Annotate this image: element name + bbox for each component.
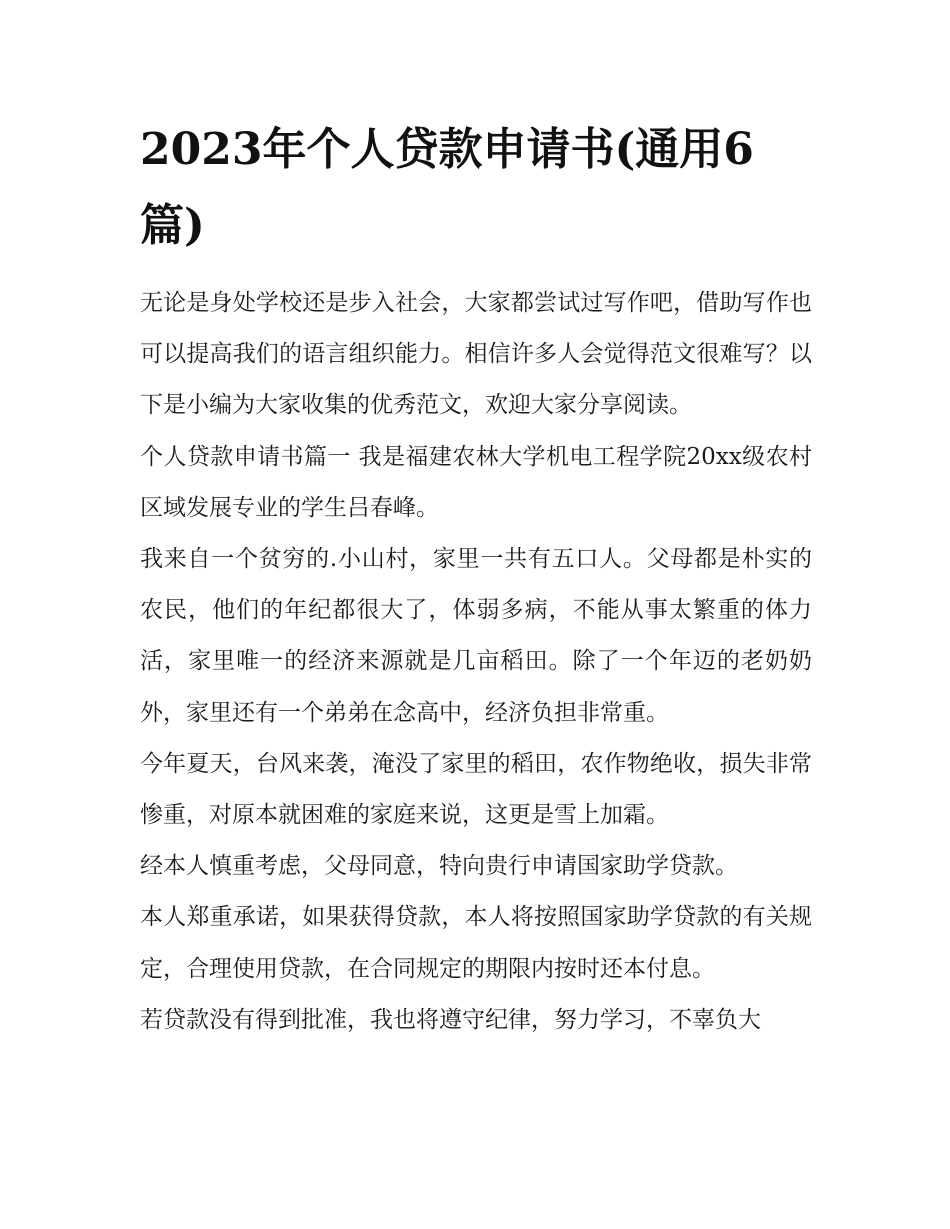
paragraph-family: 我来自一个贫穷的.小山村，家里一共有五口人。父母都是朴实的农民，他们的年纪都很大了，体弱多病，不能从事太繁重的体力活，家里唯一的经济来源就是几亩稻田。除了一个年迈的老奶奶外，家里还有一个弟弟在念高中，经济负担非常重。 [140,546,812,726]
paragraph-typhoon: 今年夏天，台风来袭，淹没了家里的稻田，农作物绝收，损失非常惨重，对原本就困难的家庭来说，这更是雪上加霜。 [140,750,812,829]
paragraph-if-rejected: 若贷款没有得到批准，我也将遵守纪律，努力学习，不辜负大 [140,1006,761,1033]
document-body [140,112,812,1046]
document-title: 2023年个人贷款申请书(通用6篇) [140,124,754,251]
paragraph-promise: 本人郑重承诺，如果获得贷款，本人将按照国家助学贷款的有关规定，合理使用贷款，在合同规定的期限内按时还本付息。 [140,904,812,982]
paragraph-intro: 无论是身处学校还是步入社会，大家都尝试过写作吧，借助写作也可以提高我们的语言组织能力。相信许多人会觉得范文很难写？以下是小编为大家收集的优秀范文，欢迎大家分享阅读。 [140,290,812,419]
paragraph-applicant: 个人贷款申请书篇一 我是福建农林大学机电工程学院20xx级农村区域发展专业的学生吕春峰。 [140,443,812,521]
paragraph-request: 经本人慎重考虑，父母同意，特向贵行申请国家助学贷款。 [140,853,738,880]
